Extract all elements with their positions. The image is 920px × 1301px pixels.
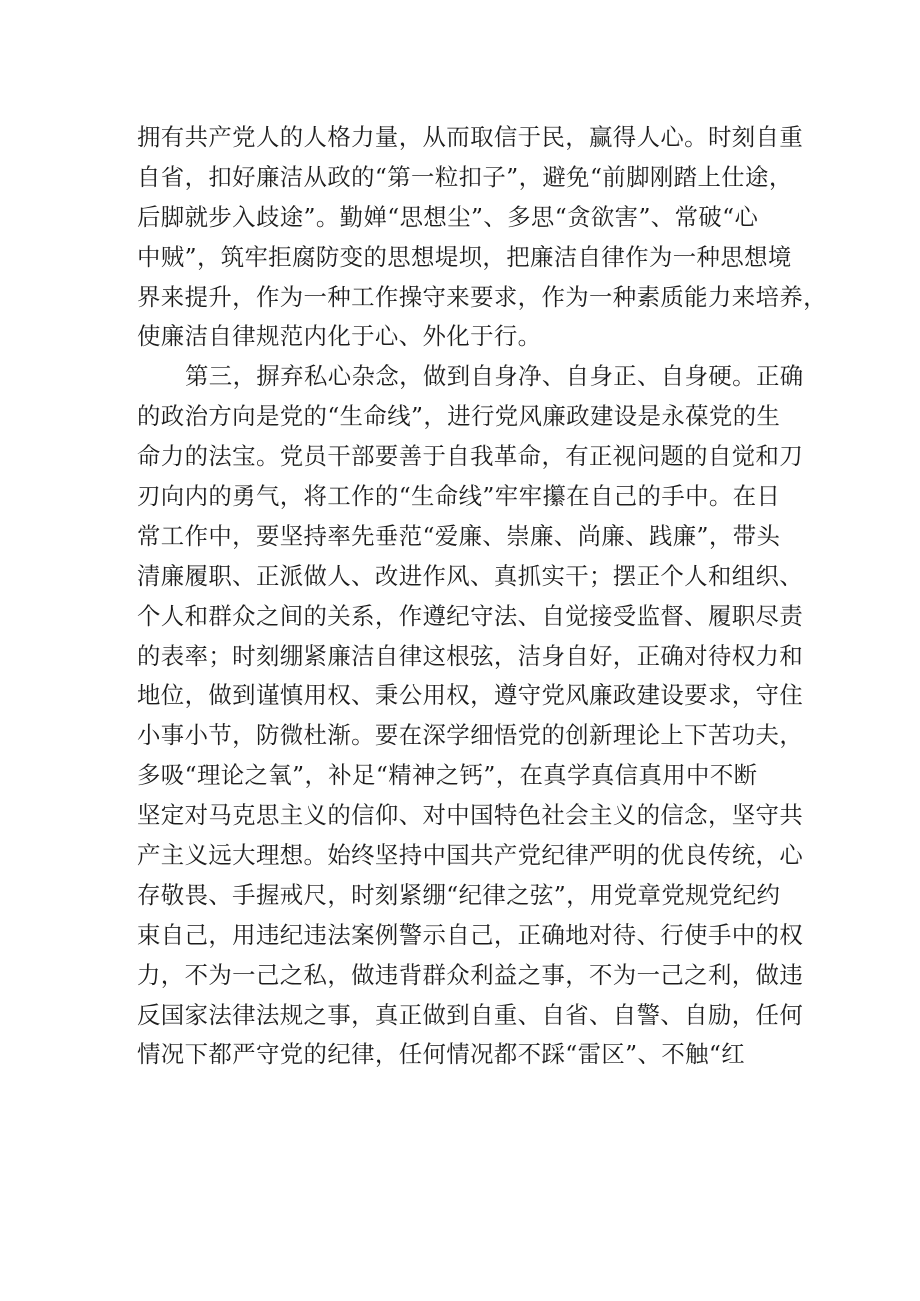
text-line: 自省，扣好廉洁从政的“第一粒扣子”，避免“前脚刚踏上仕途，	[137, 162, 793, 191]
text-line: 的表率；时刻绷紧廉洁自律这根弦，洁身自好，正确对待权力和	[137, 641, 804, 670]
text-line: 后脚就步入歧途”。勤婵“思想尘”、多思“贪欲害”、常破“心	[137, 202, 759, 231]
text-line: 的政治方向是党的“生命线”，进行党风廉政建设是永葆党的生	[137, 402, 781, 431]
paragraph-2	[137, 357, 804, 1075]
text-line: 使廉洁自律规范内化于心、外化于行。	[137, 322, 542, 351]
text-line: 力，不为一己之私，做违背群众利益之事，不为一己之利，做违	[137, 960, 804, 989]
text-line: 反国家法律法规之事，真正做到自重、自省、自警、自励，任何	[137, 1000, 804, 1029]
paragraph-1	[137, 118, 827, 357]
text-line: 产主义远大理想。始终坚持中国共产党纪律严明的优良传统，心	[137, 841, 804, 870]
text-line: 拥有共产党人的人格力量，从而取信于民，赢得人心。时刻自重	[137, 123, 804, 151]
text-line: 存敬畏、手握戒尺，时刻紧绷“纪律之弦”，用党章党规党纪约	[137, 880, 781, 909]
text-line: 情况下都严守党的纪律，任何情况都不踩“雷区”、不触“红	[137, 1040, 746, 1069]
text-line-first: 第三，摒弃私心杂念，做到自身净、自身正、自身硬。正确	[185, 362, 804, 391]
text-line: 坚定对马克思主义的信仰、对中国特色社会主义的信念，坚守共	[137, 801, 804, 830]
text-line: 常工作中，要坚持率先垂范“爱廉、崇廉、尚廉、践廉”，带头	[137, 521, 781, 550]
text-line: 小事小节，防微杜渐。要在深学细悟党的创新理论上下苦功夫，	[137, 721, 804, 750]
text-line: 命力的法宝。党员干部要善于自我革命，有正视问题的自觉和刀	[137, 442, 804, 471]
text-line: 个人和群众之间的关系，作遵纪守法、自觉接受监督、履职尽责	[137, 601, 804, 630]
text-line: 刃向内的勇气，将工作的“生命线”牢牢攥在自己的手中。在日	[137, 482, 781, 511]
text-line: 多吸“理论之氧”，补足“精神之钙”，在真学真信真用中不断	[137, 761, 758, 790]
text-line: 界来提升，作为一种工作操守来要求，作为一种素质能力来培养，	[137, 282, 827, 311]
text-line: 束自己，用违纪违法案例警示自己，正确地对待、行使手中的权	[137, 920, 804, 949]
text-line: 中贼”，筑牢拒腐防变的思想堤坝，把廉洁自律作为一种思想境	[137, 242, 792, 271]
document-body	[137, 118, 827, 1075]
text-line: 地位，做到谨慎用权、秉公用权，遵守党风廉政建设要求，守住	[137, 681, 804, 710]
text-line: 清廉履职、正派做人、改进作风、真抓实干；摆正个人和组织、	[137, 561, 804, 590]
